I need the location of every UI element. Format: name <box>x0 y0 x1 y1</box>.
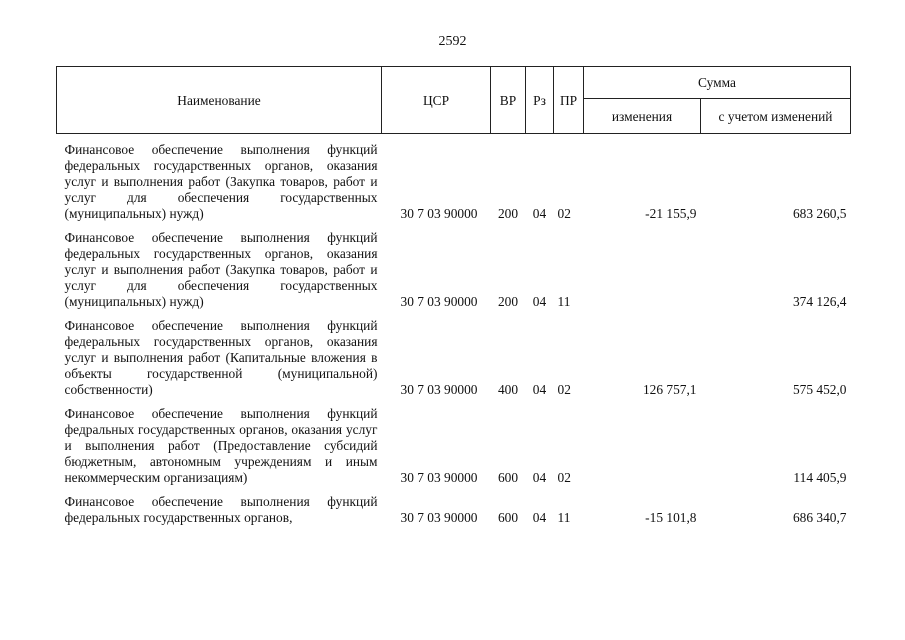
row-csr: 30 7 03 90000 <box>400 470 478 485</box>
row-name-text: Финансовое обеспечение выполнения функций федеральных государственных органов, <box>64 494 378 525</box>
row-rz: 04 <box>532 510 547 525</box>
row-name <box>57 486 382 526</box>
table-row <box>57 486 851 526</box>
header-name: Наименование <box>57 67 382 134</box>
page-number: 2592 <box>438 34 467 49</box>
row-total: 114 405,9 <box>793 470 847 485</box>
table-row <box>57 310 851 398</box>
header-vr: ВР <box>491 67 526 134</box>
row-pr: 11 <box>557 510 571 525</box>
row-name-text: Финансовое обеспечение выполнения функций федеральных государственных органов, оказания услуг и выполнения работ (Закупка товаров, работ и услуг для обеспечения государственных (муниципальных) нужд) <box>64 230 378 309</box>
row-vr: 400 <box>497 382 519 397</box>
row-pr: 02 <box>557 470 571 485</box>
row-rz: 04 <box>532 206 547 221</box>
header-total: с учетом изменений <box>701 99 851 134</box>
row-vr: 200 <box>497 206 519 221</box>
row-name <box>57 398 382 486</box>
header-csr: ЦСР <box>382 67 491 134</box>
header-pr: ПР <box>554 67 584 134</box>
row-total: 683 260,5 <box>792 206 847 221</box>
row-name-text: Финансовое обеспечение выполнения функций федральных государственных органов, оказания услуг и выполнения работ (Предоставление субсидий бюджетным, автономным учреждениям и иным некоммерческим организациям) <box>64 406 378 485</box>
row-vr: 600 <box>497 470 519 485</box>
row-rz: 04 <box>532 294 547 309</box>
row-rz: 04 <box>532 382 547 397</box>
row-csr: 30 7 03 90000 <box>400 206 478 221</box>
row-rz: 04 <box>532 470 547 485</box>
row-name <box>57 310 382 398</box>
row-vr: 600 <box>497 510 519 525</box>
row-change: -21 155,9 <box>645 206 697 221</box>
row-total: 686 340,7 <box>792 510 847 525</box>
row-change <box>584 398 701 486</box>
row-name <box>57 134 382 223</box>
row-name-text: Финансовое обеспечение выполнения функций федеральных государственных органов, оказания услуг и выполнения работ (Закупка товаров, работ и услуг для обеспечения государственных (муниципальных) нужд) <box>64 142 378 221</box>
table-row <box>57 222 851 310</box>
row-change: -15 101,8 <box>645 510 697 525</box>
budget-table <box>56 66 851 526</box>
header-rz: Рз <box>526 67 554 134</box>
table-row <box>57 134 851 223</box>
table-row <box>57 398 851 486</box>
row-vr: 200 <box>497 294 519 309</box>
row-pr: 11 <box>557 294 571 309</box>
row-name <box>57 222 382 310</box>
table-body <box>57 134 851 527</box>
row-pr: 02 <box>557 206 571 221</box>
row-total: 575 452,0 <box>792 382 847 397</box>
row-pr: 02 <box>557 382 571 397</box>
row-csr: 30 7 03 90000 <box>400 294 478 309</box>
row-change <box>584 222 701 310</box>
row-change: 126 757,1 <box>642 382 697 397</box>
row-total: 374 126,4 <box>792 294 847 309</box>
row-csr: 30 7 03 90000 <box>400 510 478 525</box>
header-change: изменения <box>584 99 701 134</box>
row-csr: 30 7 03 90000 <box>400 382 478 397</box>
row-name-text: Финансовое обеспечение выполнения функций федеральных государственных органов, оказания услуг и выполнения работ (Капитальные вложения в объекты государственной (муниципальной) собственности) <box>64 318 378 397</box>
header-sum: Сумма <box>584 67 851 99</box>
